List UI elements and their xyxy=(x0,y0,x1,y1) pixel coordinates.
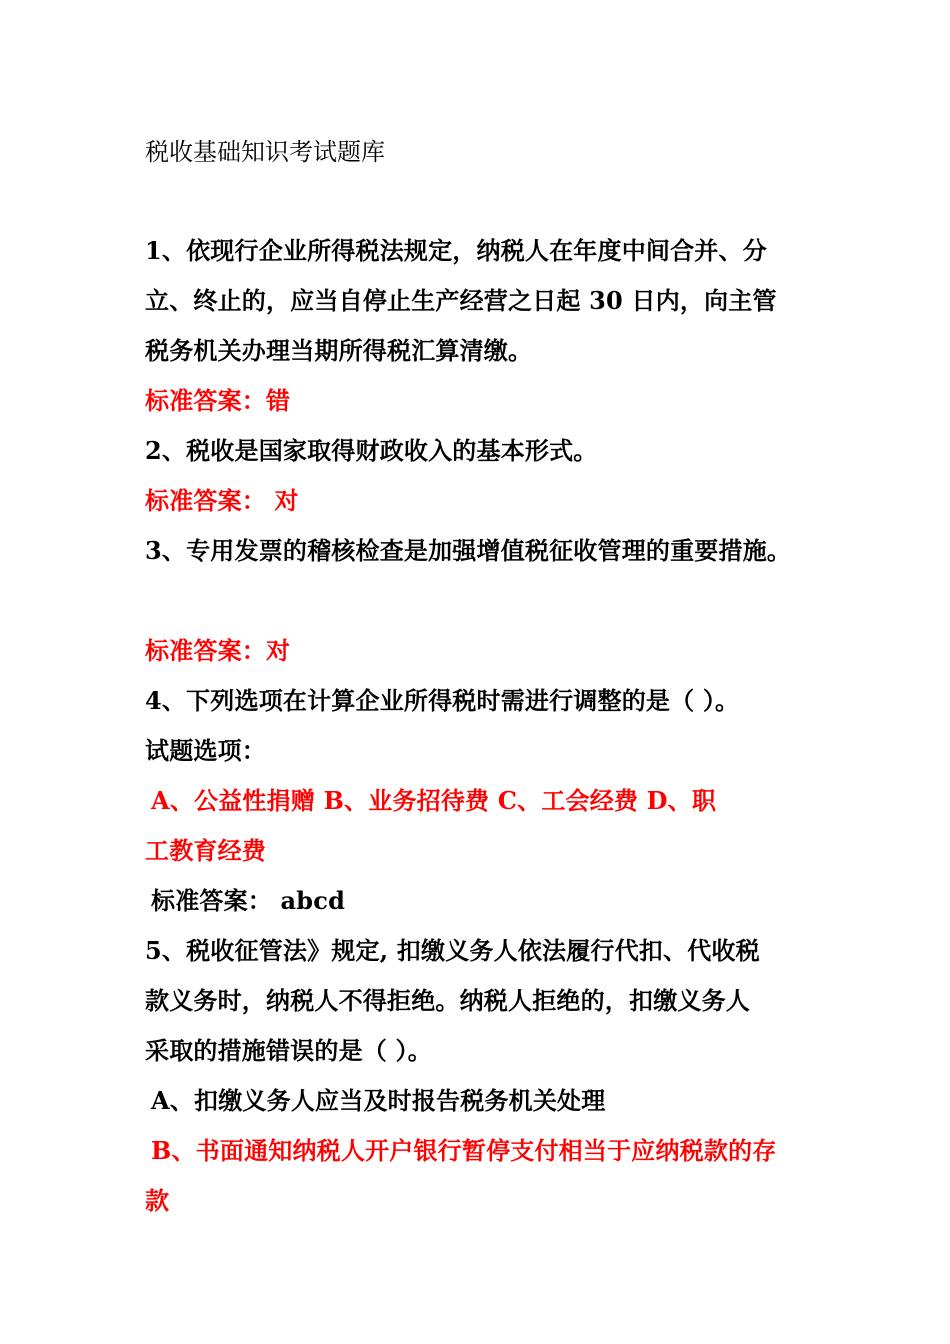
document-body xyxy=(145,226,820,1226)
question-1-line-3: 税务机关办理当期所得税汇算清缴。 xyxy=(145,336,533,365)
question-5-line-1: 5、税收征管法》规定, 扣缴义务人依法履行代扣、代收税 xyxy=(145,936,760,965)
question-5-option-b-line-1: B、书面通知纳税人开户银行暂停支付相当于应纳税款的存 xyxy=(151,1136,777,1165)
blank-line xyxy=(145,576,820,626)
question-4-line-1: 4、下列选项在计算企业所得税时需进行调整的是（ ）。 xyxy=(145,686,740,715)
question-4-options-line-1: A、公益性捐赠 B、业务招待费 C、工会经费 D、职 xyxy=(151,786,717,815)
question-4-answer: 标准答案： abcd xyxy=(151,886,346,915)
question-4-options-line-2: 工教育经费 xyxy=(145,836,266,865)
question-2-answer: 标准答案： 对 xyxy=(145,486,299,515)
question-1-line-1: 1、依现行企业所得税法规定，纳税人在年度中间合并、分 xyxy=(145,236,767,265)
question-5-line-2: 款义务时，纳税人不得拒绝。纳税人拒绝的，扣缴义务人 xyxy=(145,986,750,1015)
question-5-line-3: 采取的措施错误的是（ ）。 xyxy=(145,1036,432,1065)
question-3-line-1: 3、专用发票的稽核检查是加强增值税征收管理的重要措施。 xyxy=(145,536,792,565)
question-3-answer: 标准答案：对 xyxy=(145,636,291,665)
question-1-answer: 标准答案：错 xyxy=(145,386,291,415)
question-5-option-a: A、扣缴义务人应当及时报告税务机关处理 xyxy=(151,1086,606,1115)
question-1-line-2: 立、终止的，应当自停止生产经营之日起 30 日内，向主管 xyxy=(145,286,777,315)
question-5-option-b-line-2: 款 xyxy=(145,1186,170,1215)
question-2-line-1: 2、税收是国家取得财政收入的基本形式。 xyxy=(145,436,598,465)
question-4-options-label: 试题选项： xyxy=(145,736,266,765)
document-title: 税收基础知识考试题库 xyxy=(145,138,385,166)
